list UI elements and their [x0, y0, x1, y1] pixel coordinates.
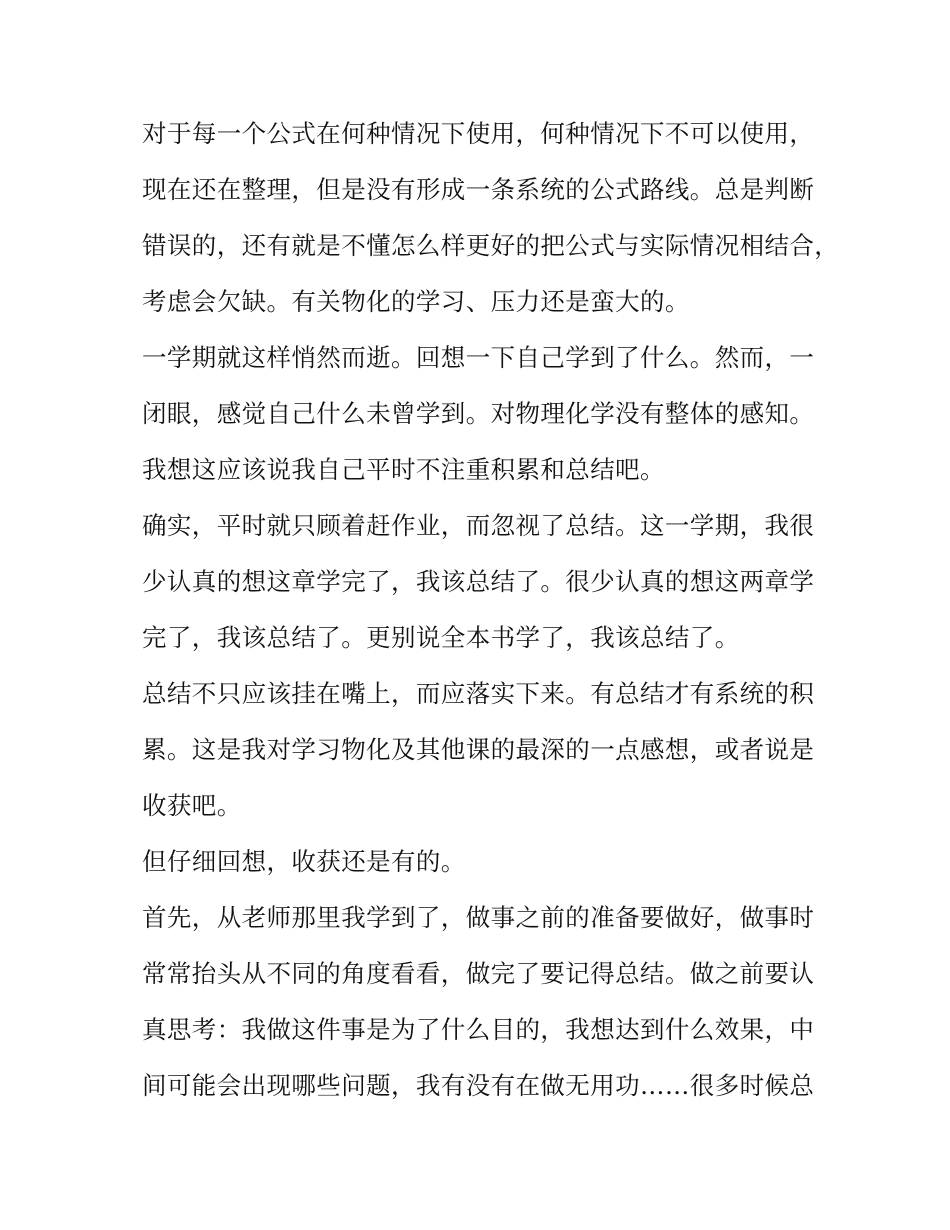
text-line: 确实，平时就只顾着赶作业，而忽视了总结。这一学期，我很	[142, 511, 815, 540]
text-line: 一学期就这样悄然而逝。回想一下自己学到了什么。然而，一	[142, 343, 815, 372]
text-line: 真思考：我做这件事是为了什么目的，我想达到什么效果，中	[142, 1015, 815, 1044]
text-line: 累。这是我对学习物化及其他课的最深的一点感想，或者说是	[142, 735, 815, 764]
text-line: 间可能会出现哪些问题，我有没有在做无用功……很多时候总	[142, 1071, 815, 1100]
text-line: 但仔细回想，收获还是有的。	[142, 847, 466, 876]
text-line: 考虑会欠缺。有关物化的学习、压力还是蛮大的。	[142, 287, 690, 316]
text-line: 首先，从老师那里我学到了，做事之前的准备要做好，做事时	[142, 903, 815, 932]
text-line: 收获吧。	[142, 791, 242, 820]
text-line: 我想这应该说我自己平时不注重积累和总结吧。	[142, 455, 665, 484]
text-line: 少认真的想这章学完了，我该总结了。很少认真的想这两章学	[142, 567, 815, 596]
text-line: 对于每一个公式在何种情况下使用，何种情况下不可以使用，	[142, 119, 815, 148]
text-line: 闭眼，感觉自己什么未曾学到。对物理化学没有整体的感知。	[142, 399, 815, 428]
text-line: 错误的，还有就是不懂怎么样更好的把公式与实际情况相结合，	[142, 231, 840, 260]
document-body	[142, 106, 842, 1114]
text-line: 完了，我该总结了。更别说全本书学了，我该总结了。	[142, 623, 740, 652]
text-line: 现在还在整理，但是没有形成一条系统的公式路线。总是判断	[142, 175, 815, 204]
text-line: 常常抬头从不同的角度看看，做完了要记得总结。做之前要认	[142, 959, 815, 988]
text-line: 总结不只应该挂在嘴上，而应落实下来。有总结才有系统的积	[142, 679, 815, 708]
